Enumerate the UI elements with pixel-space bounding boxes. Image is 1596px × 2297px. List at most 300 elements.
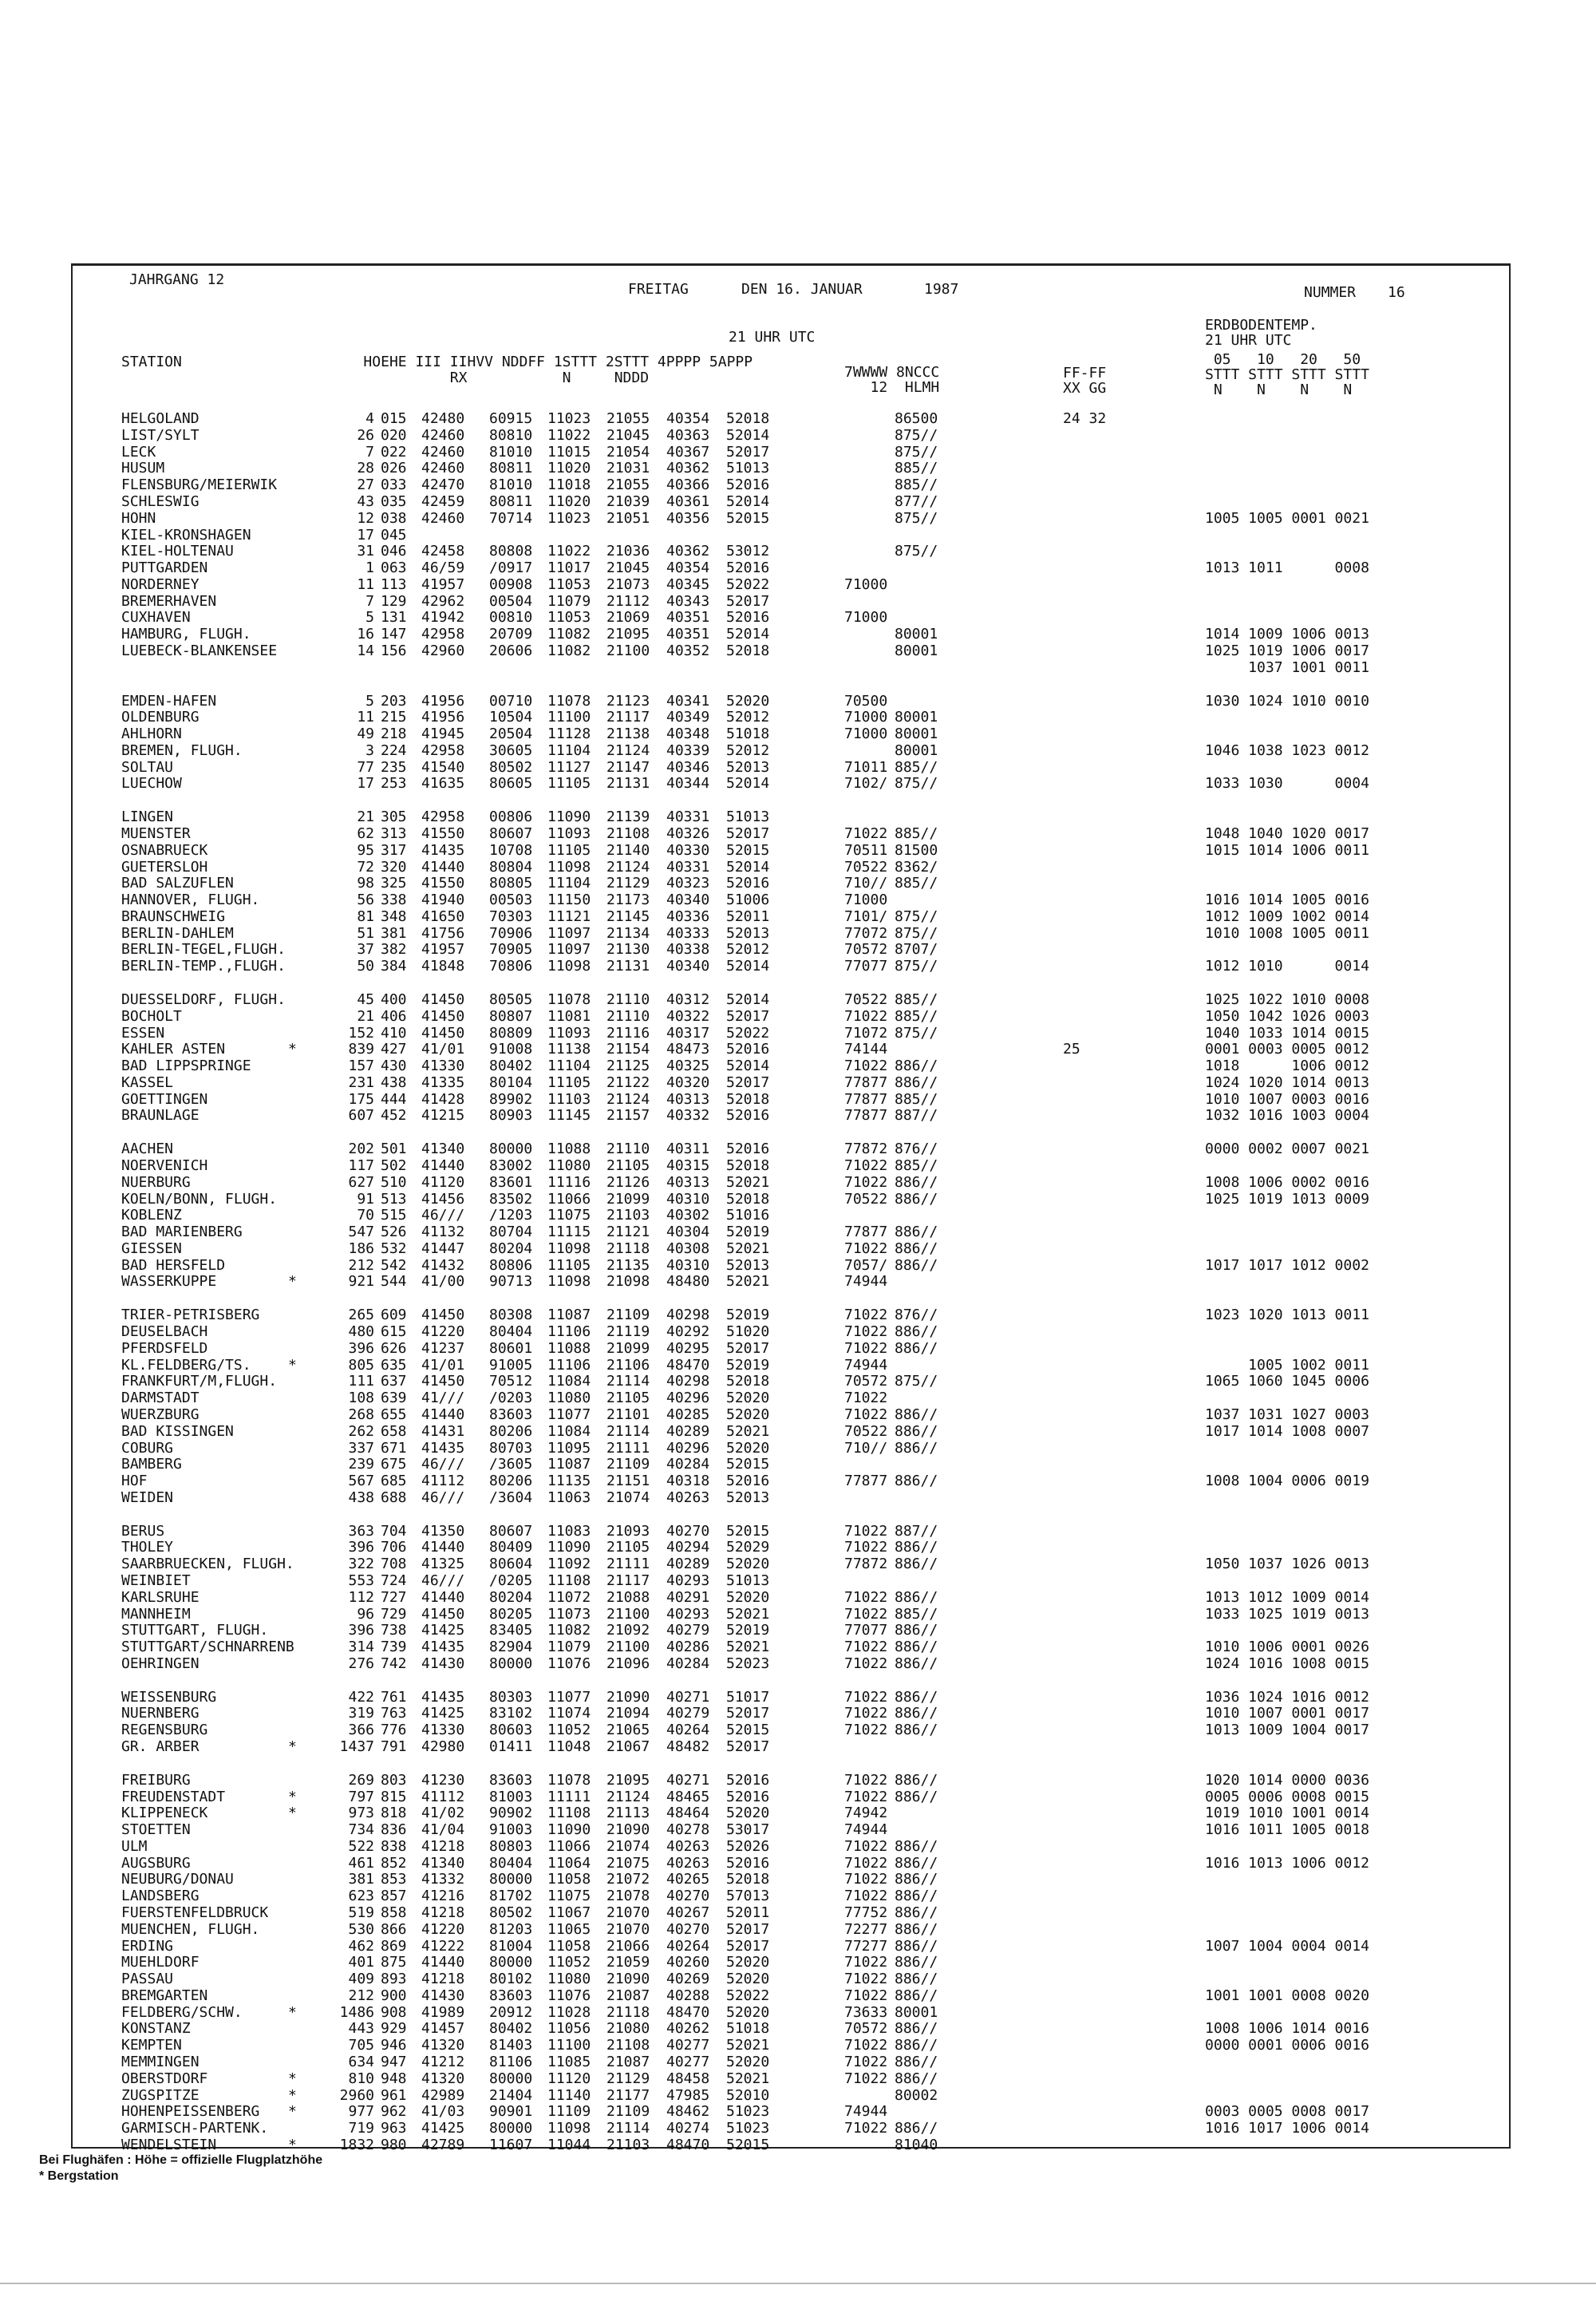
station-index: 688 [381, 1489, 407, 1506]
station-index: 320 [381, 858, 407, 876]
station-name: BERLIN-DAHLEM [121, 924, 234, 942]
mountain-station-marker: * [288, 1273, 297, 1291]
synop-group: 42458 [421, 543, 465, 560]
station-index: 852 [381, 1854, 407, 1872]
synop-group: 60915 [489, 410, 533, 427]
station-name: GIESSEN [121, 1239, 182, 1257]
synop-group: 42460 [421, 509, 465, 527]
soil-temperatures: 1025 1019 1013 0009 [1205, 1190, 1369, 1208]
synop-group: 42789 [421, 2136, 465, 2153]
weather-group: 70572 [844, 2020, 888, 2038]
station-row [73, 477, 1512, 493]
station-name: LIST/SYLT [121, 426, 200, 444]
synop-group: 11108 [547, 1572, 591, 1589]
station-height: 480 [348, 1323, 374, 1340]
station-name: WENDELSTEIN [121, 2136, 217, 2153]
soil-temperatures: 1017 1017 1012 0002 [1205, 1256, 1369, 1274]
soil-temperatures: 1048 1040 1020 0017 [1205, 824, 1369, 842]
weather-group: 71022 [844, 1339, 888, 1357]
synop-group: 21116 [606, 1024, 650, 1042]
station-name: GOETTINGEN [121, 1090, 208, 1108]
synop-group: 40278 [666, 1821, 710, 1839]
station-name: LANDSBERG [121, 1888, 200, 1905]
synop-group: 80502 [489, 1904, 533, 1921]
synop-group: 40326 [666, 824, 710, 842]
synop-group: 20912 [489, 2003, 533, 2021]
synop-group: 48465 [666, 1788, 710, 1805]
synop-group: 41425 [421, 1705, 465, 1722]
cloud-group: 886// [895, 1937, 938, 1955]
station-index: 131 [381, 609, 407, 627]
synop-group: 20606 [489, 642, 533, 659]
synop-group: 41550 [421, 824, 465, 842]
synop-group: 11082 [547, 1622, 591, 1639]
station-name: FRANKFURT/M,FLUGH. [121, 1373, 278, 1390]
station-name: LUEBECK-BLANKENSEE [121, 642, 278, 659]
cloud-group: 886// [895, 1987, 938, 2004]
station-index: 452 [381, 1107, 407, 1125]
soil-temperatures: 1037 1031 1027 0003 [1205, 1405, 1369, 1423]
soil-temperatures: 1016 1011 1005 0018 [1205, 1821, 1369, 1839]
synop-group: 80804 [489, 858, 533, 876]
synop-group: 40270 [666, 1920, 710, 1938]
column-header-ff: FF-FF [1063, 365, 1107, 382]
weather-group: 71000 [844, 892, 888, 909]
station-index: 893 [381, 1971, 407, 1988]
station-height: 443 [348, 2020, 374, 2038]
station-height: 1437 [339, 1738, 374, 1755]
station-row [73, 1623, 1512, 1639]
weather-group: 74144 [844, 1041, 888, 1058]
station-index: 046 [381, 543, 407, 560]
station-name: LINGEN [121, 808, 174, 826]
synop-group: 21145 [606, 907, 650, 925]
soil-subtitle: 21 UHR UTC [1205, 332, 1292, 349]
synop-group: 40351 [666, 609, 710, 627]
synop-group: 11080 [547, 1390, 591, 1407]
station-height: 1 [365, 559, 374, 576]
synop-group: 52016 [726, 1473, 770, 1489]
synop-group: 80803 [489, 1837, 533, 1855]
synop-group: 52018 [726, 410, 770, 427]
synop-group: 40263 [666, 1837, 710, 1855]
weather-group: 70572 [844, 941, 888, 959]
synop-group: 00710 [489, 692, 533, 710]
footnote-airport: Bei Flughäfen : Höhe = offizielle Flugplatzhöhe [39, 2153, 323, 2167]
soil-temperatures: 1019 1010 1001 0014 [1205, 1805, 1369, 1822]
station-name: BAD SALZUFLEN [121, 875, 234, 892]
synop-group: 21103 [606, 2136, 650, 2153]
station-row [73, 2137, 1512, 2153]
station-height: 70 [357, 1207, 374, 1224]
weather-group: 77072 [844, 924, 888, 942]
synop-group: 11079 [547, 1639, 591, 1655]
synop-group: 11120 [547, 2070, 591, 2087]
station-name: THOLEY [121, 1539, 174, 1556]
synop-group: 80811 [489, 460, 533, 477]
station-height: 51 [357, 924, 374, 942]
station-name: PASSAU [121, 1971, 174, 1988]
synop-group: 11028 [547, 2003, 591, 2021]
cloud-group: 80001 [895, 709, 938, 726]
synop-group: 80703 [489, 1439, 533, 1457]
synop-group: 11084 [547, 1422, 591, 1440]
weather-group: 71022 [844, 1954, 888, 1971]
synop-group: 41450 [421, 1007, 465, 1025]
soil-temperatures: 0000 0002 0007 0021 [1205, 1141, 1369, 1158]
station-name: FREUDENSTADT [121, 1788, 226, 1805]
station-index: 022 [381, 443, 407, 461]
station-name: HUSUM [121, 460, 165, 477]
station-height: 11 [357, 575, 374, 593]
synop-group: 80607 [489, 824, 533, 842]
synop-group: 42958 [421, 626, 465, 643]
station-height: 28 [357, 460, 374, 477]
synop-group: 53017 [726, 1821, 770, 1839]
cloud-group: 886// [895, 1058, 938, 1075]
synop-group: 40277 [666, 2054, 710, 2070]
station-height: 363 [348, 1522, 374, 1540]
synop-group: 21093 [606, 1522, 650, 1540]
synop-group: 41450 [421, 1605, 465, 1623]
station-name: KIEL-HOLTENAU [121, 543, 234, 560]
cloud-group: 886// [895, 1722, 938, 1739]
synop-group: 46/// [421, 1456, 465, 1473]
station-row [73, 1441, 1512, 1457]
synop-group: 70906 [489, 924, 533, 942]
synop-group: 21111 [606, 1439, 650, 1457]
synop-group: 21124 [606, 1090, 650, 1108]
synop-group: 52014 [726, 775, 770, 793]
synop-group: 21045 [606, 559, 650, 576]
synop-group: 40312 [666, 991, 710, 1008]
weather-group: 71022 [844, 1605, 888, 1623]
synop-group: 52015 [726, 1456, 770, 1473]
synop-group: 80809 [489, 1024, 533, 1042]
soil-temperatures: 1025 1022 1010 0008 [1205, 991, 1369, 1008]
station-name: KARLSRUHE [121, 1588, 200, 1606]
synop-group: 83603 [489, 1987, 533, 2004]
synop-group: 52015 [726, 1522, 770, 1540]
synop-group: 21075 [606, 1854, 650, 1872]
mountain-station-marker: * [288, 2003, 297, 2021]
station-name: WEISSENBURG [121, 1688, 217, 1706]
synop-group: 41848 [421, 958, 465, 975]
synop-group: 41335 [421, 1073, 465, 1091]
synop-group: 11048 [547, 1738, 591, 1755]
station-row [73, 1939, 1512, 1955]
station-index: 869 [381, 1937, 407, 1955]
synop-group: 11109 [547, 2103, 591, 2121]
weather-group: 71022 [844, 1307, 888, 1324]
synop-group: /0203 [489, 1390, 533, 1407]
station-name: KAHLER ASTEN [121, 1041, 226, 1058]
cloud-group: 886// [895, 1439, 938, 1457]
weather-group: 71000 [844, 709, 888, 726]
station-row [73, 511, 1512, 527]
synop-group: 11145 [547, 1107, 591, 1125]
synop-group: 41330 [421, 1058, 465, 1075]
mountain-station-marker: * [288, 1805, 297, 1822]
synop-group: 80502 [489, 758, 533, 776]
synop-group: 41431 [421, 1422, 465, 1440]
synop-group: 52021 [726, 2037, 770, 2054]
station-name: NUERBURG [121, 1173, 191, 1191]
soil-temperatures: 1016 1013 1006 0012 [1205, 1854, 1369, 1872]
station-row [73, 1722, 1512, 1738]
synop-group: 46/59 [421, 559, 465, 576]
weather-group: 71022 [844, 1788, 888, 1805]
synop-group: 11104 [547, 875, 591, 892]
synop-group: 21099 [606, 1339, 650, 1357]
weather-group: 71022 [844, 2120, 888, 2137]
synop-group: 21039 [606, 492, 650, 510]
synop-group: 21114 [606, 1422, 650, 1440]
station-row [73, 1158, 1512, 1174]
synop-group: 21124 [606, 741, 650, 759]
station-name: FELDBERG/SCHW. [121, 2003, 243, 2021]
bulletin-frame [71, 263, 1511, 2153]
synop-group: 11106 [547, 1323, 591, 1340]
synop-group: 10708 [489, 841, 533, 859]
station-name: ERDING [121, 1937, 174, 1955]
station-height: 4 [365, 410, 374, 427]
synop-group: 21135 [606, 1256, 650, 1274]
synop-group: 11083 [547, 1522, 591, 1540]
soil-temperatures: 1001 1001 0008 0020 [1205, 1987, 1369, 2004]
station-height: 27 [357, 476, 374, 494]
synop-group: 41430 [421, 1655, 465, 1672]
synop-group: 11072 [547, 1588, 591, 1606]
date: DEN 16. JANUAR [741, 281, 863, 298]
station-row [73, 1888, 1512, 1904]
station-row [73, 1241, 1512, 1257]
synop-group: 41332 [421, 1871, 465, 1888]
station-height: 239 [348, 1456, 374, 1473]
synop-group: 11115 [547, 1224, 591, 1241]
synop-group: 52022 [726, 1987, 770, 2004]
cloud-group: 886// [895, 1837, 938, 1855]
station-name: HANNOVER, FLUGH. [121, 892, 260, 909]
synop-group: 40332 [666, 1107, 710, 1125]
synop-group: 41216 [421, 1888, 465, 1905]
synop-group: 52021 [726, 1273, 770, 1291]
synop-group: 40313 [666, 1173, 710, 1191]
station-row [73, 2104, 1512, 2120]
weather-group: 71022 [844, 1007, 888, 1025]
synop-group: 52016 [726, 476, 770, 494]
station-height: 111 [348, 1373, 374, 1390]
synop-group: 21122 [606, 1073, 650, 1091]
cloud-group: 875// [895, 1373, 938, 1390]
station-height: 108 [348, 1390, 374, 1407]
synop-group: 21088 [606, 1588, 650, 1606]
synop-group: 52017 [726, 1073, 770, 1091]
synop-group: 48458 [666, 2070, 710, 2087]
synop-group: 52017 [726, 1738, 770, 1755]
station-height: 14 [357, 642, 374, 659]
synop-group: 21070 [606, 1904, 650, 1921]
synop-group: 40270 [666, 1522, 710, 1540]
synop-group: 70905 [489, 941, 533, 959]
station-index: 609 [381, 1307, 407, 1324]
cloud-group: 886// [895, 2070, 938, 2087]
synop-group: 11095 [547, 1439, 591, 1457]
cloud-group: 8362/ [895, 858, 938, 876]
synop-group: 21090 [606, 1688, 650, 1706]
station-index: 900 [381, 1987, 407, 2004]
station-row [73, 1092, 1512, 1108]
synop-group: 40291 [666, 1588, 710, 1606]
station-height: 268 [348, 1405, 374, 1423]
station-row [73, 2005, 1512, 2021]
station-name: COBURG [121, 1439, 174, 1457]
station-index: 875 [381, 1954, 407, 1971]
synop-group: 21140 [606, 841, 650, 859]
synop-group: 21110 [606, 1007, 650, 1025]
synop-group: 40354 [666, 410, 710, 427]
synop-group: 40338 [666, 941, 710, 959]
synop-group: 11078 [547, 1771, 591, 1789]
cloud-group: 80001 [895, 725, 938, 742]
cloud-group: 885// [895, 758, 938, 776]
station-name: STOETTEN [121, 1821, 191, 1839]
station-row [73, 1856, 1512, 1872]
station-index: 742 [381, 1655, 407, 1672]
synop-group: 52019 [726, 1622, 770, 1639]
synop-group: 41/// [421, 1390, 465, 1407]
synop-group: 11098 [547, 958, 591, 975]
synop-group: 41942 [421, 609, 465, 627]
synop-group: 80000 [489, 2120, 533, 2137]
synop-group: 52011 [726, 907, 770, 925]
weather-group: 71022 [844, 1323, 888, 1340]
synop-group: 52016 [726, 875, 770, 892]
station-name: GARMISCH-PARTENK. [121, 2120, 269, 2137]
synop-group: 48482 [666, 1738, 710, 1755]
weather-group: 710// [844, 875, 888, 892]
synop-group: 40289 [666, 1556, 710, 1573]
synop-group: 21131 [606, 958, 650, 975]
synop-group: 52017 [726, 824, 770, 842]
station-index: 729 [381, 1605, 407, 1623]
station-row [73, 743, 1512, 759]
synop-group: 11052 [547, 1954, 591, 1971]
station-name: BERUS [121, 1522, 165, 1540]
synop-group: 40263 [666, 1854, 710, 1872]
synop-group: 40269 [666, 1971, 710, 1988]
synop-group: 52020 [726, 1390, 770, 1407]
weather-group: 73633 [844, 2003, 888, 2021]
synop-group: 21109 [606, 2103, 650, 2121]
synop-group: 20709 [489, 626, 533, 643]
station-index: 962 [381, 2103, 407, 2121]
cloud-group: 886// [895, 1954, 938, 1971]
weather-group: 74944 [844, 1356, 888, 1374]
cloud-group: 886// [895, 1688, 938, 1706]
synop-group: 52021 [726, 1173, 770, 1191]
synop-group: 11052 [547, 1722, 591, 1739]
synop-group: 40323 [666, 875, 710, 892]
station-height: 396 [348, 1539, 374, 1556]
cloud-group: 875// [895, 509, 938, 527]
synop-group: 40362 [666, 460, 710, 477]
synop-group: 42962 [421, 592, 465, 610]
soil-temperatures: 1065 1060 1045 0006 [1205, 1373, 1369, 1390]
station-index: 063 [381, 559, 407, 576]
station-name: BREMGARTEN [121, 1987, 208, 2004]
cloud-group: 875// [895, 443, 938, 461]
synop-group: 21094 [606, 1705, 650, 1722]
synop-group: 52016 [726, 1041, 770, 1058]
synop-group: 40346 [666, 758, 710, 776]
station-row [73, 1407, 1512, 1423]
synop-group: 52018 [726, 642, 770, 659]
station-name: GUETERSLOH [121, 858, 208, 876]
synop-group: 52015 [726, 2136, 770, 2153]
station-height: 461 [348, 1854, 374, 1872]
synop-group: 11097 [547, 941, 591, 959]
weather-group: 71022 [844, 2037, 888, 2054]
synop-group: 52017 [726, 443, 770, 461]
synop-group: 40308 [666, 1239, 710, 1257]
station-index: 929 [381, 2020, 407, 2038]
synop-group: 11080 [547, 1157, 591, 1174]
weather-group: 71000 [844, 725, 888, 742]
station-row [73, 1490, 1512, 1506]
station-index: 542 [381, 1256, 407, 1274]
weather-group: 70522 [844, 1190, 888, 1208]
synop-group: 41425 [421, 2120, 465, 2137]
synop-group: 52020 [726, 1556, 770, 1573]
synop-group: 40294 [666, 1539, 710, 1556]
synop-group: 40354 [666, 559, 710, 576]
station-height: 719 [348, 2120, 374, 2137]
synop-group: 42980 [421, 1738, 465, 1755]
synop-group: 80206 [489, 1473, 533, 1489]
cloud-group: 886// [895, 1971, 938, 1988]
synop-group: 40311 [666, 1141, 710, 1158]
soil-temperatures: 1016 1017 1006 0014 [1205, 2120, 1369, 2137]
station-name: OEHRINGEN [121, 1655, 200, 1672]
station-name: OLDENBURG [121, 709, 200, 726]
station-name: BAMBERG [121, 1456, 182, 1473]
station-height: 72 [357, 858, 374, 876]
station-index: 857 [381, 1888, 407, 1905]
station-height: 21 [357, 1007, 374, 1025]
synop-group: 21069 [606, 609, 650, 627]
station-index: 853 [381, 1871, 407, 1888]
station-height: 7 [365, 443, 374, 461]
synop-group: 40340 [666, 892, 710, 909]
synop-group: 21070 [606, 1920, 650, 1938]
station-row [73, 1026, 1512, 1042]
station-name: TRIER-PETRISBERG [121, 1307, 260, 1324]
synop-group: 21151 [606, 1473, 650, 1489]
synop-group: 52018 [726, 1190, 770, 1208]
station-row [73, 610, 1512, 626]
synop-group: 11022 [547, 426, 591, 444]
synop-group: 11022 [547, 543, 591, 560]
station-index: 510 [381, 1173, 407, 1191]
column-header-soil3: N N N N [1205, 382, 1353, 398]
station-index: 305 [381, 808, 407, 826]
station-height: 269 [348, 1771, 374, 1789]
station-height: 186 [348, 1239, 374, 1257]
synop-group: 40284 [666, 1655, 710, 1672]
synop-group: 52012 [726, 709, 770, 726]
station-index: 313 [381, 824, 407, 842]
